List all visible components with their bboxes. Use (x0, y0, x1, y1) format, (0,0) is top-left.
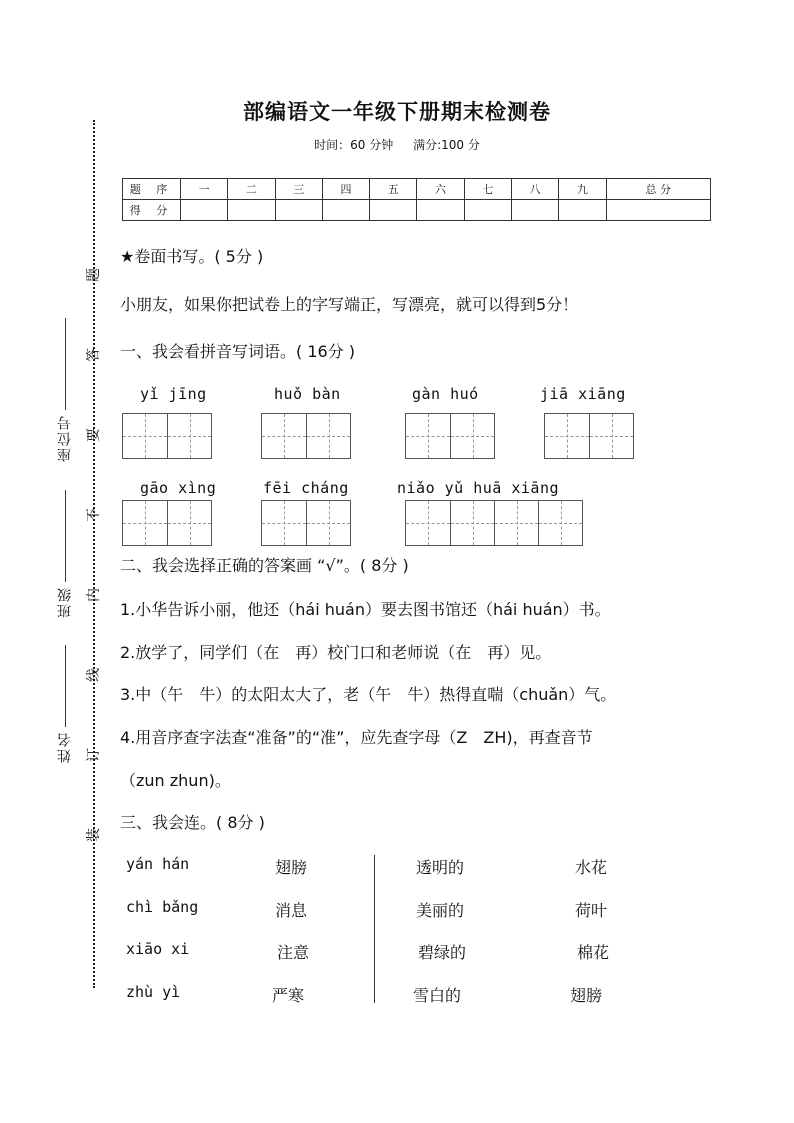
writing-grid[interactable] (122, 500, 212, 546)
score-table-header: 总 分 (606, 179, 710, 200)
writing-grid[interactable] (261, 413, 351, 459)
writing-cell[interactable] (167, 414, 211, 458)
section1-heading: 一、我会看拼音写词语。( 16分 ) (120, 342, 356, 361)
score-table-header: 五 (370, 179, 417, 200)
handwriting-heading: ★卷面书写。( 5分 ) (120, 247, 264, 266)
score-table-header: 七 (464, 179, 511, 200)
match-pinyin[interactable]: xiāo xi (126, 940, 190, 958)
name-field[interactable] (55, 645, 75, 763)
writing-cell[interactable] (450, 501, 494, 545)
writing-cell[interactable] (262, 501, 306, 545)
score-table-header: 三 (275, 179, 322, 200)
margin-warning-char: 答 (86, 348, 102, 362)
score-cell[interactable] (370, 200, 417, 221)
margin-warning-char: 不 (86, 508, 102, 522)
question-line: 4.用音序查字法查“准备”的“准”，应先查字母（Z ZH)，再查音节 (120, 728, 593, 747)
pinyin-prompt: gāo xìng (140, 479, 217, 497)
handwriting-text: 小朋友，如果你把试卷上的字写端正，写漂亮，就可以得到5分！ (120, 295, 579, 314)
writing-cell[interactable] (123, 414, 167, 458)
writing-grid[interactable] (405, 413, 495, 459)
score-cell[interactable] (606, 200, 710, 221)
score-table-row-label: 得 分 (123, 200, 181, 221)
match-pinyin[interactable]: yán hán (126, 855, 190, 873)
match-word[interactable]: 注意 (277, 943, 310, 962)
writing-cell[interactable] (262, 414, 306, 458)
writing-grid[interactable] (405, 500, 583, 546)
score-table-header: 二 (228, 179, 275, 200)
match-adjective[interactable]: 美丽的 (416, 901, 465, 920)
writing-cell[interactable] (450, 414, 494, 458)
score-cell[interactable] (464, 200, 511, 221)
score-table-header: 八 (511, 179, 558, 200)
margin-warning-char: 订 (86, 748, 102, 762)
matching-divider (374, 855, 375, 1003)
match-word[interactable]: 消息 (275, 901, 308, 920)
writing-cell[interactable] (589, 414, 633, 458)
pinyin-prompt: fēi cháng (263, 479, 349, 497)
writing-cell[interactable] (406, 414, 450, 458)
score-cell[interactable] (228, 200, 275, 221)
score-table-header-row (123, 179, 711, 200)
score-table-header: 九 (559, 179, 606, 200)
score-table-score-row (123, 200, 711, 221)
class-label: 班级 (57, 586, 73, 618)
binding-dotted-line (93, 120, 95, 988)
seat-number-field[interactable] (55, 318, 75, 462)
seat-number-label: 座位号 (57, 414, 73, 462)
score-cell[interactable] (181, 200, 228, 221)
writing-cell[interactable] (306, 501, 350, 545)
name-label: 姓名 (57, 731, 73, 763)
writing-cell[interactable] (167, 501, 211, 545)
match-adjective[interactable]: 雪白的 (413, 986, 462, 1005)
match-noun[interactable]: 水花 (575, 858, 608, 877)
question-line: （zun zhun)。 (120, 771, 231, 790)
writing-grid[interactable] (544, 413, 634, 459)
question-line: 1.小华告诉小丽，他还（hái huán）要去图书馆还（hái huán）书。 (120, 600, 611, 619)
match-adjective[interactable]: 碧绿的 (418, 943, 467, 962)
writing-grid[interactable] (261, 500, 351, 546)
margin-warning-char: 线 (86, 668, 102, 682)
pinyin-prompt: gàn huó (412, 385, 479, 403)
margin-warning-char: 内 (86, 588, 102, 602)
score-cell[interactable] (322, 200, 369, 221)
score-cell[interactable] (275, 200, 322, 221)
margin-warning-char: 装 (86, 828, 102, 842)
pinyin-prompt: yǐ jīng (140, 385, 207, 403)
margin-warning-char: 要 (86, 428, 102, 442)
question-line: 3.中（午 牛）的太阳太大了，老（午 牛）热得直喘（chuǎn）气。 (120, 685, 617, 704)
writing-cell[interactable] (538, 501, 582, 545)
writing-grid[interactable] (122, 413, 212, 459)
writing-cell[interactable] (306, 414, 350, 458)
score-table-row-label: 题 序 (123, 179, 181, 200)
match-noun[interactable]: 荷叶 (575, 901, 608, 920)
pinyin-prompt: jiā xiāng (540, 385, 626, 403)
pinyin-prompt: huǒ bàn (274, 385, 341, 403)
match-pinyin[interactable]: chì bǎng (126, 898, 199, 916)
score-table-header: 四 (322, 179, 369, 200)
writing-cell[interactable] (123, 501, 167, 545)
exam-time: 时间：60 分钟 (314, 138, 394, 152)
score-table-header: 六 (417, 179, 464, 200)
writing-cell[interactable] (545, 414, 589, 458)
match-word[interactable]: 严寒 (272, 986, 305, 1005)
score-cell[interactable] (511, 200, 558, 221)
writing-cell[interactable] (406, 501, 450, 545)
writing-cell[interactable] (494, 501, 538, 545)
match-adjective[interactable]: 透明的 (416, 858, 465, 877)
exam-full-score: 满分:100 分 (413, 138, 480, 152)
score-cell[interactable] (559, 200, 606, 221)
class-field[interactable] (55, 490, 75, 618)
question-line: 2.放学了，同学们（在 再）校门口和老师说（在 再）见。 (120, 643, 552, 662)
exam-info (0, 136, 794, 153)
section2-heading: 二、我会选择正确的答案画 “√”。( 8分 ) (120, 556, 409, 575)
page-title: 部编语文一年级下册期末检测卷 (243, 99, 551, 124)
match-noun[interactable]: 棉花 (577, 943, 610, 962)
match-word[interactable]: 翅膀 (275, 858, 308, 877)
score-cell[interactable] (417, 200, 464, 221)
section3-heading: 三、我会连。( 8分 ) (120, 813, 265, 832)
pinyin-prompt: niǎo yǔ huā xiāng (397, 479, 560, 497)
margin-warning-char: 题 (86, 268, 102, 282)
match-noun[interactable]: 翅膀 (570, 986, 603, 1005)
match-pinyin[interactable]: zhù yì (126, 983, 181, 1001)
score-table (122, 178, 711, 221)
score-table-header: 一 (181, 179, 228, 200)
